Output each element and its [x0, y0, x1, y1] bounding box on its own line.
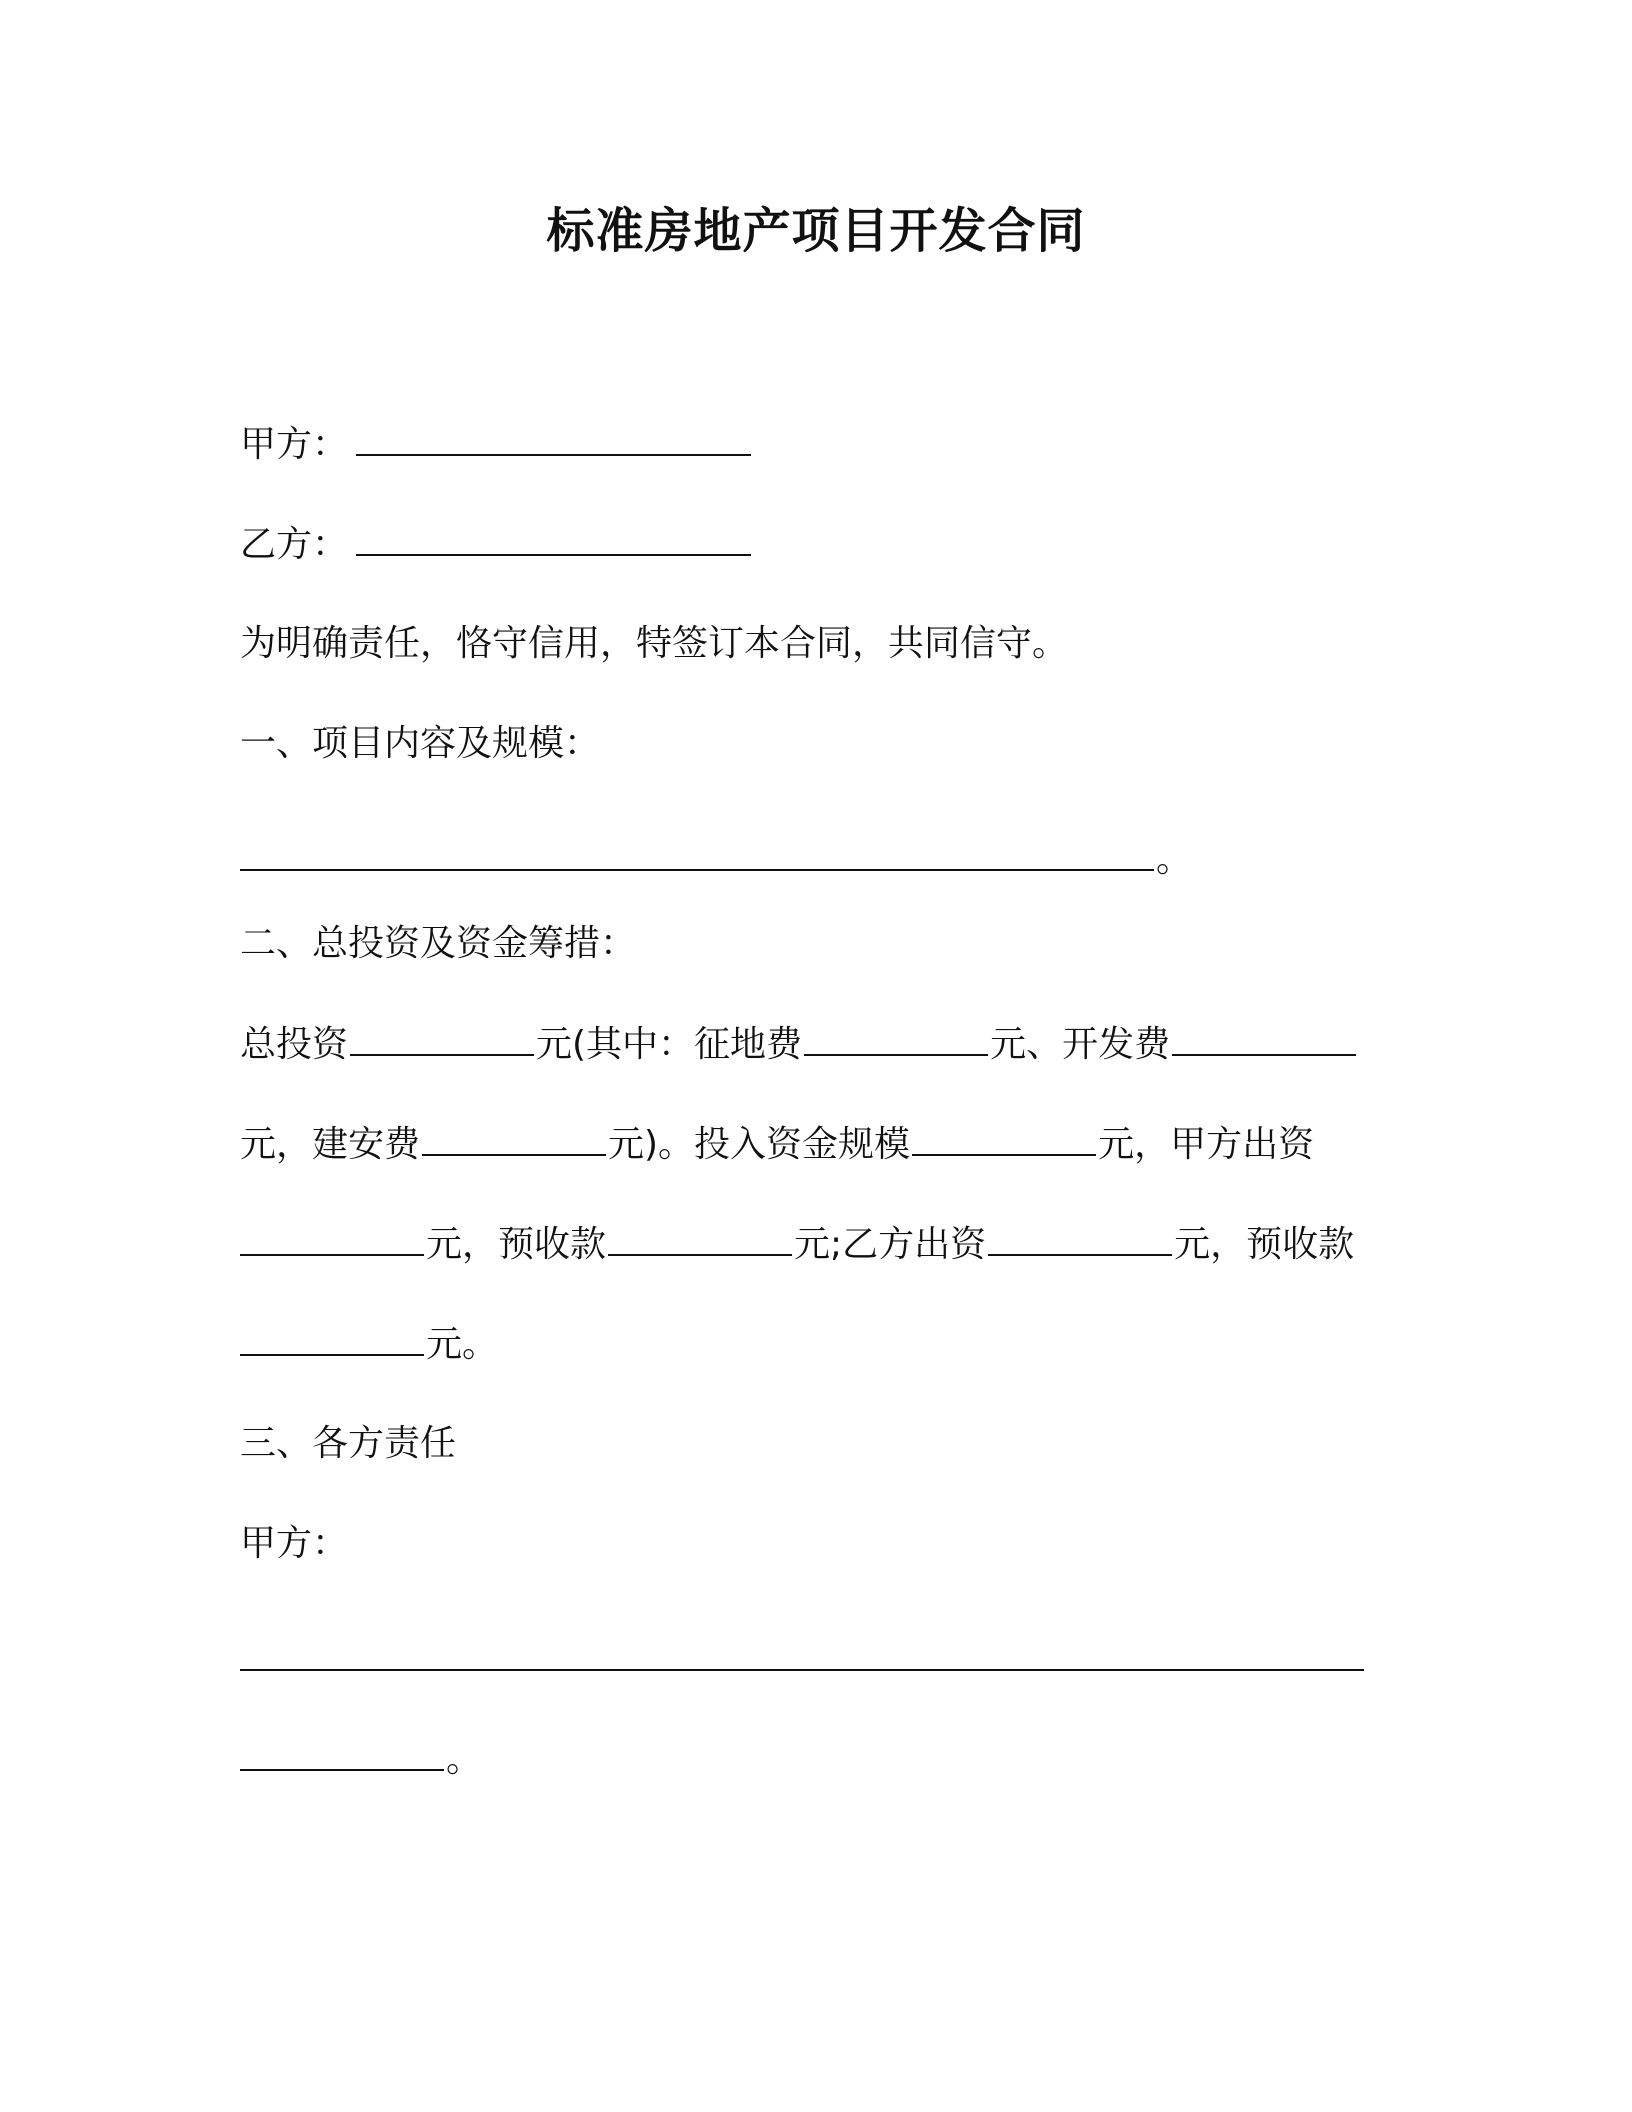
intro-paragraph: 为明确责任，恪守信用，特签订本合同，共同信守。	[240, 623, 1069, 664]
party-b-label: 乙方：	[240, 524, 349, 565]
project-content-blank[interactable]	[240, 835, 1154, 871]
party-b-contribution-blank[interactable]	[988, 1220, 1172, 1256]
party-b-contribution-label: 元;乙方出资	[794, 1224, 987, 1265]
party-b-blank[interactable]	[356, 520, 751, 556]
party-b-line	[240, 520, 1400, 569]
party-a-line	[240, 420, 1400, 469]
investment-line-2	[240, 1120, 1400, 1169]
development-fee-label: 元、开发费	[990, 1024, 1171, 1065]
fund-scale-label: 元)。投入资金规模	[608, 1124, 911, 1165]
party-a-label: 甲方：	[240, 424, 349, 465]
section-3-party-a-label: 甲方：	[240, 1523, 349, 1564]
section-2-heading: 二、总投资及资金筹措：	[240, 923, 637, 964]
construction-fee-blank[interactable]	[422, 1120, 606, 1156]
land-fee-label: 元(其中：征地费	[536, 1024, 803, 1065]
section-1-end-mark: 。	[1156, 839, 1193, 880]
party-a-contribution-label: 元，甲方出资	[1098, 1124, 1315, 1165]
party-a-blank[interactable]	[356, 420, 751, 456]
party-b-prepayment-label: 元，预收款	[1174, 1224, 1355, 1265]
section-1-heading: 一、项目内容及规模：	[240, 723, 601, 764]
party-a-responsibility-line-2	[240, 1735, 1400, 1784]
investment-line-4	[240, 1320, 1400, 1369]
party-a-responsibility-blank-1[interactable]	[240, 1635, 1364, 1671]
section-3-heading: 三、各方责任	[240, 1423, 457, 1464]
construction-fee-label: 元，建安费	[240, 1124, 421, 1165]
investment-end-label: 元。	[426, 1324, 499, 1365]
development-fee-blank[interactable]	[1172, 1020, 1356, 1056]
party-a-responsibility-line-1	[240, 1635, 1400, 1684]
party-b-prepayment-blank[interactable]	[240, 1320, 424, 1356]
total-investment-label: 总投资	[240, 1024, 349, 1065]
investment-line-3	[240, 1220, 1400, 1269]
investment-line-1	[240, 1020, 1400, 1069]
party-a-prepayment-blank[interactable]	[608, 1220, 792, 1256]
party-a-contribution-blank[interactable]	[240, 1220, 424, 1256]
total-investment-blank[interactable]	[350, 1020, 534, 1056]
party-a-prepayment-label: 元，预收款	[426, 1224, 607, 1265]
land-fee-blank[interactable]	[804, 1020, 988, 1056]
section-1-content-line	[240, 835, 1400, 884]
party-a-responsibility-blank-2[interactable]	[240, 1735, 444, 1771]
fund-scale-blank[interactable]	[912, 1120, 1096, 1156]
document-title: 标准房地产项目开发合同	[546, 203, 1086, 259]
section-3-end-mark: 。	[446, 1739, 483, 1780]
